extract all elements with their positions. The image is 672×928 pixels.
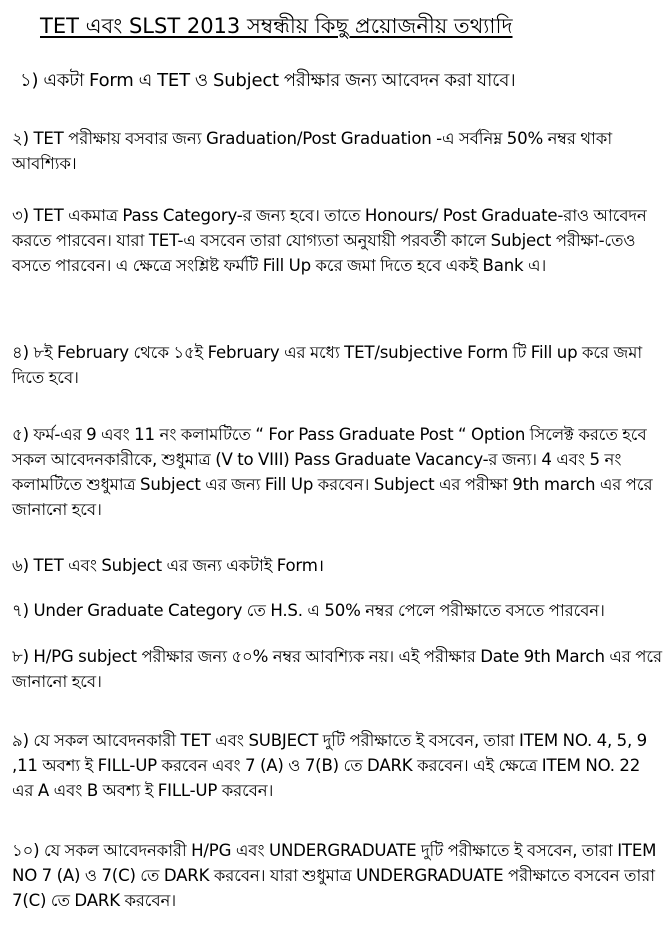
list-item-text: ৭) Under Graduate Category তে H.S. এ 50% নম্বর পেলে পরীক্ষাতে বসতে পারবেন। xyxy=(12,601,605,620)
list-item-text: ৮) H/PG subject পরীক্ষার জন্য ৫০% নম্বর আবশ্যিক নয়। এই পরীক্ষার Date 9th March এর পরে জানানো হবে। xyxy=(12,647,662,691)
list-item-text: ২) TET পরীক্ষায় বসবার জন্য Graduation/Post Graduation -এ সর্বনিম্ন 50% নম্বর থাকা আবশ্যিক। xyxy=(12,129,612,173)
list-item-3 xyxy=(12,203,662,278)
list-item-10 xyxy=(12,838,662,913)
list-item-text: ৪) ৮ই February থেকে ১৫ই February এর মধ্যে TET/subjective Form টি Fill up করে জমা দিতে হবে। xyxy=(12,343,643,387)
list-item-8 xyxy=(12,644,662,694)
list-item-6 xyxy=(12,553,662,578)
list-item-1 xyxy=(20,68,670,93)
list-item-7 xyxy=(12,598,662,623)
list-item-4 xyxy=(12,340,662,390)
page-title: TET এবং SLST 2013 সম্বন্ধীয় কিছু প্রয়োজনীয় তথ্যাদি xyxy=(40,14,513,38)
list-item-text: ৫) ফর্ম-এর 9 এবং 11 নং কলামটিতে “ For Pass Graduate Post “ Option সিলেক্ট করতে হবে সকল আবেদনকারীকে, শুধুমাত্র (V to VIII) Pass Graduate Vacancy-র জন্য। 4 এবং 5 নং কলামটিতে শুধুমাত্র Subject এর জন্য Fill Up করবেন। Subject এর পরীক্ষা 9th march এর পরে জানানো হবে। xyxy=(12,425,653,519)
list-item-5 xyxy=(12,422,662,522)
list-item-text: ১০) যে সকল আবেদনকারী H/PG এবং UNDERGRADUATE দুটি পরীক্ষাতে ই বসবেন, তারা ITEM NO 7 (A) ও 7(C) তে DARK করবেন। যারা শুধুমাত্র UNDERGRADUATE পরীক্ষাতে বসবেন তারা 7(C) তে DARK করবেন। xyxy=(12,841,657,910)
list-item-text: ৩) TET একমাত্র Pass Category-র জন্য হবে। তাতে Honours/ Post Graduate-রাও আবেদন করতে পারবেন। যারা TET-এ বসবেন তারা যোগ্যতা অনুযায়ী পরবর্তী কালে Subject পরীক্ষা-তেও বসতে পারবেন। এ ক্ষেত্রে সংশ্লিষ্ট ফর্মটি Fill Up করে জমা দিতে হবে একই Bank এ। xyxy=(12,206,647,275)
list-item-text: ৯) যে সকল আবেদনকারী TET এবং SUBJECT দুটি পরীক্ষাতে ই বসবেন, তারা ITEM NO. 4, 5, 9 ,11 অবশ্য ই FILL-UP করবেন এবং 7 (A) ও 7(B) তে DARK করবেন। এই ক্ষেত্রে ITEM NO. 22 এর A এবং B অবশ্য ই FILL-UP করবেন। xyxy=(12,731,648,800)
list-item-2 xyxy=(12,126,662,176)
list-item-text: ৬) TET এবং Subject এর জন্য একটাই Form। xyxy=(12,556,324,575)
list-item-text: ১) একটা Form এ TET ও Subject পরীক্ষার জন্য আবেদন করা যাবে। xyxy=(20,70,516,91)
list-item-9 xyxy=(12,728,662,803)
